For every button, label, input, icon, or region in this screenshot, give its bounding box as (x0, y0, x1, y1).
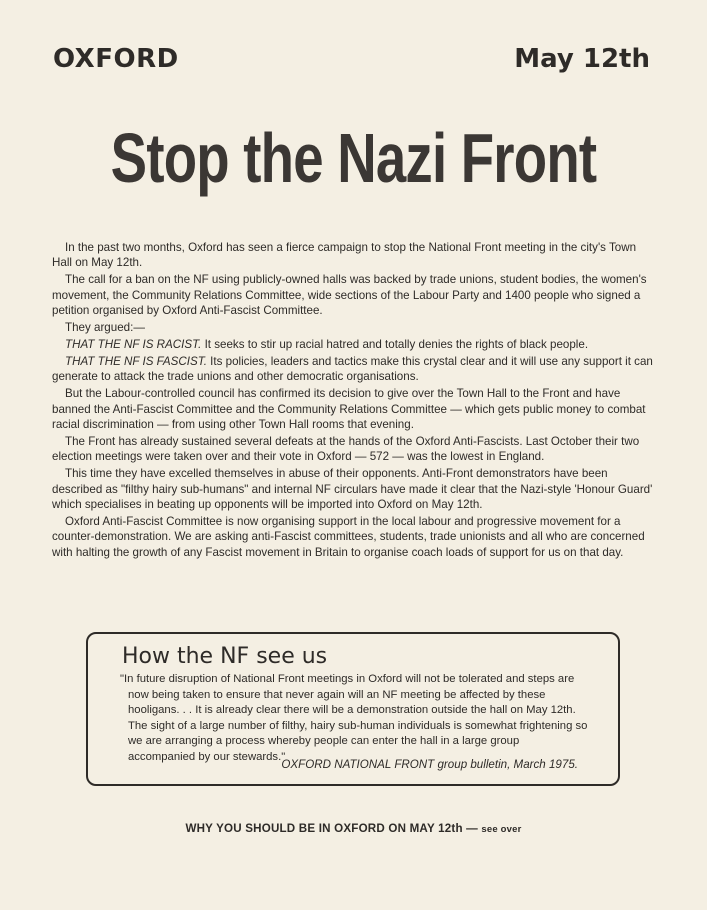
header-city: OXFORD (53, 44, 179, 74)
paragraph: They argued:— (65, 321, 145, 335)
quote-source: OXFORD NATIONAL FRONT group bulletin, March 1975. (281, 758, 578, 771)
footer-see-over: see over (481, 824, 522, 835)
quote-box-text (120, 672, 588, 765)
quote-text: "In future disruption of National Front meetings in Oxford will not be tolerated and steps are now being taken to ensure that never again will an NF meeting be affected by these hooligans. . . It is already clear there will be a demonstration outside the hall on May 12th. The sight of a large number of filthy, hairy sub-human individuals is somewhat frightening so we are arranging a process whereby people can enter the hall in a large group accompanied by our stewards." (120, 673, 588, 763)
paragraph-rest: Its policies, leaders and tactics make this crystal clear and it will use any support it can generate to attack the trade unions and other democratic organisations. (52, 354, 653, 384)
paragraph: In the past two months, Oxford has seen a fierce campaign to stop the National Front meeting in the city's Town Hall on May 12th. (52, 241, 637, 270)
footer (0, 822, 707, 835)
footer-main: WHY YOU SHOULD BE IN OXFORD ON MAY 12th — (185, 822, 478, 835)
header-date: May 12th (514, 44, 650, 74)
paragraph: The call for a ban on the NF using publicly-owned halls was backed by trade unions, student bodies, the women's movement, the Community Relations Committee, wide sections of the Labour Party and 1400 people who signed a petition organised by Oxford Anti-Fascist Committee. (52, 273, 647, 318)
body-text (52, 240, 654, 562)
quote-box (86, 632, 620, 786)
paragraph-lead: THAT THE NF IS FASCIST. (65, 354, 207, 368)
paragraph: But the Labour-controlled council has confirmed its decision to give over the Town Hall to the Front and have banned the Anti-Fascist Committee and the Community Relations Committee — which gets public money to combat racial discrimination — from using other Town Hall rooms that evening. (52, 387, 646, 431)
paragraph (52, 354, 654, 385)
paragraph: Oxford Anti-Fascist Committee is now organising support in the local labour and progressive movement for a counter-demonstration. We are asking anti-Fascist committees, students, trade unionists and all who are concerned with halting the growth of any Fascist movement in Britain to organise coach loads of support for us on that day. (52, 514, 645, 559)
paragraph (52, 337, 654, 352)
paragraph: This time they have excelled themselves in abuse of their opponents. Anti-Front demonstrators have been described as "filthy hairy sub-humans" and internal NF circulars have made it clear that the Nazi-style 'Honour Guard' which specialises in beating up opponents will be imported into Oxford on May 12th. (52, 467, 653, 511)
paragraph: The Front has already sustained several defeats at the hands of the Oxford Anti-Fascists. Last October their two election meetings were taken over and their vote in Oxford — 572 — was the lowest in England. (52, 434, 640, 464)
paragraph-rest: It seeks to stir up racial hatred and totally denies the rights of black people. (201, 337, 589, 351)
quote-box-title: How the NF see us (122, 644, 328, 669)
headline: Stop the Nazi Front (110, 119, 597, 197)
paragraph-lead: THAT THE NF IS RACIST. (65, 337, 202, 351)
